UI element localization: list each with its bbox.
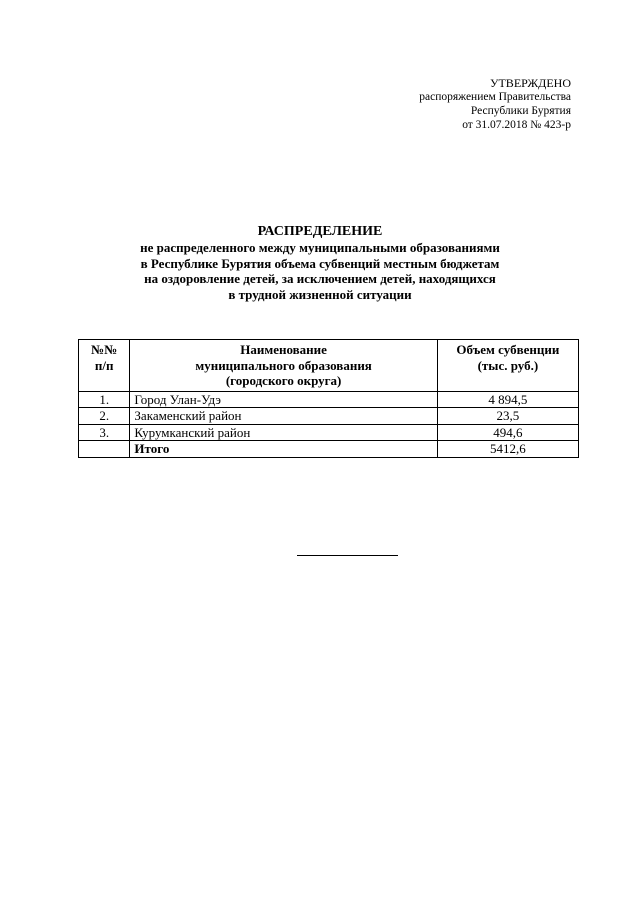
approval-stamp — [419, 76, 571, 132]
table-total-row — [79, 441, 579, 458]
title-line-2: в Республике Бурятия объема субвенций местным бюджетам — [140, 255, 500, 271]
header-municipality — [130, 340, 437, 392]
approval-line-2: Республики Бурятия — [470, 105, 571, 117]
row-municipality: Курумканский район — [130, 424, 437, 441]
approval-line-1: распоряжением Правительства — [419, 91, 571, 103]
total-subvention: 5412,6 — [437, 441, 578, 458]
title-main: РАСПРЕДЕЛЕНИЕ — [257, 224, 383, 239]
approval-line-3: от 31.07.2018 № 423-р — [462, 119, 571, 131]
header-municipality-line-1: Наименование — [240, 342, 327, 357]
row-municipality: Город Улан-Удэ — [130, 391, 437, 408]
row-number: 1. — [79, 391, 130, 408]
end-separator-line — [297, 555, 398, 556]
table-row — [79, 408, 579, 425]
row-number: 3. — [79, 424, 130, 441]
header-municipality-line-3: (городского округа) — [225, 373, 342, 388]
table-row — [79, 424, 579, 441]
total-label: Итого — [130, 441, 437, 458]
header-number-line-2: п/п — [94, 357, 114, 373]
header-subvention — [437, 340, 578, 392]
table-row — [79, 391, 579, 408]
header-subvention-line-2: (тыс. руб.) — [477, 357, 539, 373]
approval-heading: УТВЕРЖДЕНО — [489, 76, 571, 90]
header-municipality-line-2: муниципального образования — [195, 357, 372, 373]
row-subvention: 494,6 — [437, 424, 578, 441]
row-municipality: Закаменский район — [130, 408, 437, 425]
table-header-row — [79, 340, 579, 392]
header-number-line-1: №№ — [91, 342, 118, 357]
title-line-1: не распределенного между муниципальными образованиями — [140, 240, 500, 255]
title-line-3: на оздоровление детей, за исключением детей, находящихся — [144, 271, 496, 286]
header-number — [79, 340, 130, 392]
document-title — [0, 223, 640, 302]
row-subvention: 4 894,5 — [437, 391, 578, 408]
total-number — [79, 441, 130, 458]
header-subvention-line-1: Объем субвенции — [456, 342, 560, 357]
row-number: 2. — [79, 408, 130, 425]
title-line-4: в трудной жизненной ситуации — [228, 286, 412, 302]
row-subvention: 23,5 — [437, 408, 578, 425]
distribution-table — [78, 339, 579, 458]
